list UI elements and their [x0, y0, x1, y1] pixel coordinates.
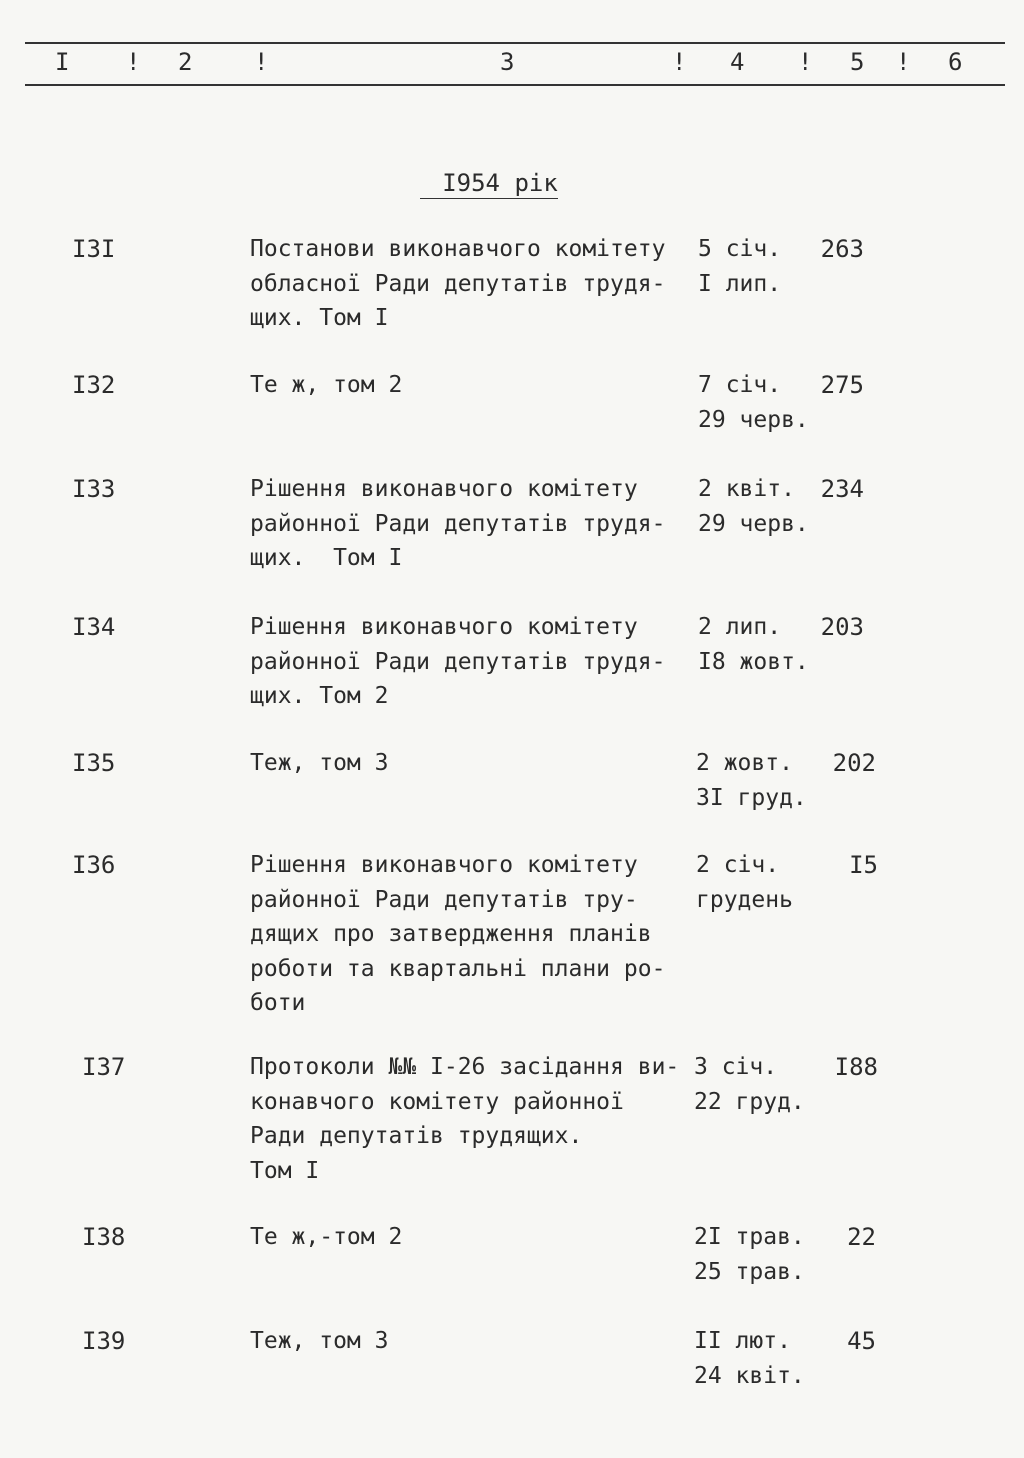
- item-sheet-count: 203: [820, 613, 864, 641]
- item-dates: [696, 848, 793, 917]
- column-header-1: I: [55, 48, 70, 76]
- item-date-line: 7 січ.: [698, 372, 782, 398]
- item-dates: [698, 472, 809, 541]
- item-date-line: грудень: [696, 886, 793, 913]
- item-title-line: Те ж, том 2: [250, 372, 403, 398]
- item-title-line: щих. Том I: [250, 545, 403, 571]
- item-title-line: Те ж,-том 2: [250, 1224, 403, 1250]
- column-header-4: 4: [730, 48, 745, 76]
- item-title-line: районної Ради депутатів трудя-: [250, 648, 666, 675]
- item-number: I35: [72, 749, 116, 777]
- item-dates: [696, 746, 807, 815]
- item-date-line: 2I трав.: [694, 1224, 805, 1250]
- item-date-line: 25 трав.: [694, 1258, 805, 1285]
- item-date-line: 2 квіт.: [698, 476, 795, 502]
- year-heading: I954 рік: [442, 169, 558, 197]
- item-number: I32: [72, 371, 116, 399]
- item-title-line: Постанови виконавчого комітету: [250, 236, 666, 262]
- item-dates: [694, 1050, 805, 1119]
- item-title-line: обласної Ради депутатів трудя-: [250, 270, 666, 297]
- item-date-line: 3I груд.: [696, 784, 807, 811]
- header-top-rule: [25, 42, 1005, 44]
- item-title-line: Рішення виконавчого комітету: [250, 476, 638, 502]
- item-title-line: конавчого комітету районної: [250, 1088, 624, 1115]
- item-date-line: 29 черв.: [698, 406, 809, 433]
- item-title: [250, 746, 690, 781]
- item-title-line: щих. Том 2: [250, 683, 389, 709]
- item-number: I37: [82, 1053, 126, 1081]
- item-date-line: I лип.: [698, 270, 782, 297]
- item-title-line: Теж, том 3: [250, 750, 389, 776]
- item-title-line: районної Ради депутатів трудя-: [250, 510, 666, 537]
- item-title-line: щих. Том I: [250, 305, 389, 331]
- item-title: [250, 848, 690, 1021]
- item-dates: [698, 368, 809, 437]
- item-title-line: боти: [250, 990, 306, 1016]
- item-dates: [694, 1324, 805, 1393]
- item-sheet-count: I88: [834, 1053, 878, 1081]
- item-number: I39: [82, 1327, 126, 1355]
- column-separator: !: [896, 48, 911, 76]
- item-title: [250, 1324, 690, 1359]
- column-separator: !: [672, 48, 687, 76]
- column-header-3: 3: [500, 48, 515, 76]
- column-separator: !: [798, 48, 813, 76]
- item-title-line: Рішення виконавчого комітету: [250, 614, 638, 640]
- item-sheet-count: 263: [820, 235, 864, 263]
- column-header-2: 2: [178, 48, 193, 76]
- column-separator: !: [254, 48, 269, 76]
- header-bottom-rule: [25, 84, 1005, 86]
- item-date-line: 2 лип.: [698, 614, 782, 640]
- item-dates: [698, 232, 781, 301]
- item-title-line: Теж, том 3: [250, 1328, 389, 1354]
- item-title-line: районної Ради депутатів тру-: [250, 886, 638, 913]
- column-header-6: 6: [948, 48, 963, 76]
- item-title: [250, 1220, 690, 1255]
- item-date-line: 3 січ.: [694, 1054, 778, 1080]
- item-date-line: II лют.: [694, 1328, 791, 1354]
- item-title-line: дящих про затвердження планів: [250, 921, 652, 947]
- item-title: [250, 368, 690, 403]
- item-number: I38: [82, 1223, 126, 1251]
- item-title: [250, 472, 690, 576]
- item-title-line: Том I: [250, 1157, 320, 1184]
- item-sheet-count: 202: [832, 749, 876, 777]
- item-date-line: 22 груд.: [694, 1088, 805, 1115]
- item-number: I3I: [72, 235, 116, 263]
- item-sheet-count: 275: [820, 371, 864, 399]
- item-sheet-count: 45: [847, 1327, 876, 1355]
- item-title-line: Ради депутатів трудящих.: [250, 1123, 583, 1149]
- item-number: I36: [72, 851, 116, 879]
- item-dates: [694, 1220, 805, 1289]
- item-sheet-count: 234: [820, 475, 864, 503]
- item-title-line: Протоколи №№ I-26 засідання ви-: [250, 1054, 680, 1080]
- item-title-line: роботи та квартальні плани ро-: [250, 955, 666, 982]
- item-number: I34: [72, 613, 116, 641]
- item-date-line: 2 січ.: [696, 852, 780, 878]
- item-date-line: 24 квіт.: [694, 1362, 805, 1389]
- item-title: [250, 610, 690, 714]
- item-title: [250, 232, 690, 336]
- item-number: I33: [72, 475, 116, 503]
- column-header-5: 5: [850, 48, 865, 76]
- item-title: [250, 1050, 690, 1188]
- item-sheet-count: 22: [847, 1223, 876, 1251]
- column-separator: !: [126, 48, 141, 76]
- item-sheet-count: I5: [849, 851, 878, 879]
- item-date-line: 5 січ.: [698, 236, 782, 262]
- item-date-line: 2 жовт.: [696, 750, 793, 776]
- year-heading-underline: [420, 198, 558, 199]
- item-title-line: Рішення виконавчого комітету: [250, 852, 638, 878]
- item-date-line: I8 жовт.: [698, 648, 809, 675]
- item-date-line: 29 черв.: [698, 510, 809, 537]
- item-dates: [698, 610, 809, 679]
